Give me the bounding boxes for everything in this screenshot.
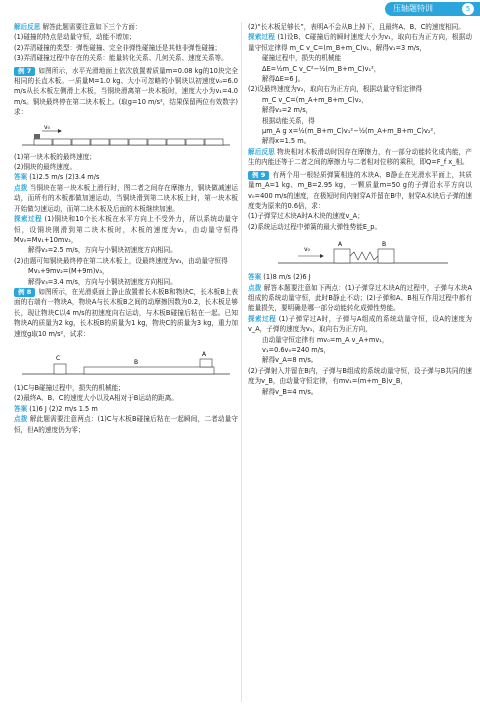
block-A bbox=[334, 249, 350, 263]
label-C: C bbox=[56, 354, 61, 362]
paragraph-text: 解得v₂=2.5 m/s，方向与小铜块初速度方向相同。 bbox=[28, 246, 177, 255]
board bbox=[205, 139, 223, 145]
paragraph bbox=[248, 32, 472, 53]
paragraph bbox=[14, 152, 238, 162]
bullet-head bbox=[320, 254, 324, 258]
paragraph bbox=[14, 277, 238, 287]
keyword: 解后反思 bbox=[248, 147, 275, 156]
paragraph-text: 解得x=1.5 m。 bbox=[262, 137, 311, 146]
block-B bbox=[378, 249, 394, 263]
keyword: 答案 bbox=[14, 404, 28, 413]
paragraph-text: (1)第一块木板的最终速度； bbox=[14, 152, 96, 161]
paragraph bbox=[248, 64, 472, 74]
paragraph-text: (1)子弹穿过A时，子弹与A组成的系统动量守恒，设A的速度为v_A，子弹的速度为v₁，取向右为正方向， bbox=[248, 314, 473, 334]
paragraph-text: (2)由题可知铜块最终停在第二块木板上，设最终速度为v₃，由动量守恒得 bbox=[14, 256, 228, 265]
board bbox=[34, 139, 52, 145]
paragraph bbox=[248, 22, 472, 32]
paragraph-text: 由动量守恒定律有 mv₀=m_A v_A+mv₁， bbox=[262, 335, 389, 344]
paragraph-text: (1)设B、C碰撞后的瞬时速度大小为v₁，取向右为正方向，根据动量守恒定律得 m_C v_C=(m_B+m_C)v₁，解得v₁=3 m/s， bbox=[248, 33, 472, 52]
paragraph-text: ΔE=½m_C v_C²−½(m_B+m_C)v₁²， bbox=[262, 64, 381, 73]
paragraph-text: m_C v_C=(m_A+m_B+m_C)v₂， bbox=[262, 95, 368, 104]
keyword: 点拨 bbox=[14, 415, 28, 424]
paragraph bbox=[248, 366, 472, 387]
paragraph-text: 碰撞过程中，损失的机械能 bbox=[262, 54, 342, 63]
paragraph-text: (1)铜块和10个长木板在水平方向上不受外力，所以系统动量守恒，设铜块刚滑到第二块木板时，木板的速度为v₂，由动量守恒得 Mv₀=Mv₁+10mv₂， bbox=[14, 215, 238, 244]
paragraph bbox=[248, 84, 472, 94]
paragraph-text: (2)“长木板足够长”，表明A不会从B上掉下，且最终A、B、C的速度相同。 bbox=[248, 23, 465, 31]
paragraph-text: v₁=0.6v₀=240 m/s， bbox=[262, 345, 330, 354]
left-column bbox=[14, 22, 238, 435]
paragraph bbox=[14, 43, 238, 53]
label-2: v₀ bbox=[304, 246, 310, 254]
keyword: 点拨 bbox=[14, 183, 28, 192]
board bbox=[186, 139, 204, 145]
paragraph-text: 解得v₂=2 m/s， bbox=[262, 106, 313, 115]
figure-boards-diagram bbox=[14, 121, 238, 149]
keyword: 答案 bbox=[248, 273, 262, 282]
paragraph bbox=[14, 393, 238, 403]
figure-cba-diagram bbox=[14, 342, 238, 380]
label-0: A bbox=[338, 241, 343, 249]
board bbox=[110, 139, 128, 145]
board bbox=[53, 139, 71, 145]
paragraph-text: 解得v₃=3.4 m/s，方向与小铜块初速度方向相同。 bbox=[28, 277, 177, 286]
paragraph bbox=[248, 147, 472, 168]
page-number: 5 bbox=[462, 3, 474, 15]
paragraph-text: 物块相对木板滑动时因存在摩擦力，有一部分动能转化成内能，产生的内能还等于二者之间的摩擦力与二者相对位移的乘积，即Q=F_f x_相。 bbox=[248, 147, 472, 167]
board bbox=[148, 139, 166, 145]
paragraph bbox=[248, 74, 472, 84]
paragraph-text: (2)系统运动过程中弹簧的最大弹性势能E_p。 bbox=[248, 222, 382, 231]
paragraph-text: 解答此题需要注意如下三个方面： bbox=[40, 23, 142, 31]
paragraph bbox=[14, 162, 238, 172]
paragraph bbox=[14, 414, 238, 435]
label-v0: v₀ bbox=[44, 123, 50, 131]
paragraph bbox=[248, 335, 472, 345]
keyword: 答案 bbox=[14, 173, 28, 182]
paragraph-text: (1)2.5 m/s (2)3.4 m/s bbox=[27, 173, 100, 182]
example-tag: 例 7 bbox=[14, 67, 35, 76]
keyword: 探索过程 bbox=[14, 215, 43, 224]
right-column bbox=[248, 22, 472, 397]
paragraph-text: 解得v_B=4 m/s。 bbox=[262, 387, 318, 396]
paragraph-text: μm_A g x=½(m_B+m_C)v₁²−½(m_A+m_B+m_C)v₂²， bbox=[262, 127, 440, 136]
paragraph bbox=[14, 172, 238, 182]
paragraph bbox=[14, 183, 238, 214]
paragraph bbox=[248, 136, 472, 146]
label-A: A bbox=[202, 350, 207, 358]
paragraph bbox=[14, 66, 238, 118]
paragraph bbox=[248, 116, 472, 126]
label-1: B bbox=[382, 241, 387, 249]
paragraph bbox=[14, 245, 238, 255]
paragraph-text: (1)8 m/s (2)6 J bbox=[261, 273, 311, 282]
paragraph-text: 解答本题要注意如下两点：(1)子弹穿过木块A的过程中，子弹与木块A组成的系统动量守恒，此时B静止不动；(2)子弹和A、B相互作用过程中都有能量损失，要明确是哪一部分动能转化成弹性势能。 bbox=[248, 283, 473, 313]
paragraph-text: (2)设最终速度为v₂，取向右为正方向，根据动量守恒定律得 bbox=[248, 85, 423, 94]
paragraph bbox=[248, 272, 472, 282]
paragraph-text: 如图所示，水平光滑地面上依次放置着质量m=0.08 kg的10块完全相同的长直木板。一质量M=1.0 kg、大小可忽略的小铜块以初速度v₀=6.0 m/s从长木板左侧滑上木板，当铜块滑离第一块木板时，速度大小为v₁=4.0 m/s。铜块最终停在第二块木板上。(取g=10 m/s²，结果保留两位有效数字)求： bbox=[14, 66, 238, 117]
board bbox=[129, 139, 147, 145]
example-tag: 例 8 bbox=[14, 288, 35, 297]
paragraph bbox=[248, 345, 472, 355]
example-tag: 例 9 bbox=[248, 171, 269, 180]
spring bbox=[350, 252, 378, 260]
paragraph bbox=[14, 32, 238, 42]
keyword: 探索过程 bbox=[248, 314, 277, 323]
paragraph bbox=[248, 95, 472, 105]
page-header bbox=[0, 0, 480, 18]
keyword: 点拨 bbox=[248, 283, 262, 292]
paragraph bbox=[14, 22, 238, 32]
paragraph bbox=[14, 266, 238, 276]
paragraph-text: (1)碰撞的特点是动量守恒，动能不增加； bbox=[14, 33, 136, 42]
paragraph bbox=[248, 170, 472, 212]
paragraph-text: 解得ΔE=6 J。 bbox=[262, 75, 305, 84]
paragraph-text: (2)铜块的最终速度。 bbox=[14, 163, 77, 172]
paragraph-text: 解得v_A=8 m/s。 bbox=[262, 356, 318, 365]
keyword: 探索过程 bbox=[248, 33, 276, 42]
paragraph-text: (1)6 J (2)2 m/s 1.5 m bbox=[27, 404, 98, 413]
keyword: 解后反思 bbox=[14, 23, 41, 31]
column-divider bbox=[241, 22, 242, 702]
label-B: B bbox=[134, 358, 139, 366]
figure-spring-diagram bbox=[248, 235, 472, 269]
paragraph-text: Mv₁+9mv₂=(M+9m)v₃， bbox=[28, 267, 109, 276]
paragraph-text: (1)子弹穿过木块A时A木块的速度v_A； bbox=[248, 212, 364, 221]
paragraph bbox=[248, 222, 472, 232]
paragraph-text: (3)弄清碰撞过程中存在的关系：能量转化关系、几何关系、速度关系等。 bbox=[14, 54, 228, 63]
paragraph bbox=[14, 383, 238, 393]
header-title: 压轴题特训 bbox=[393, 4, 433, 13]
arrow-head bbox=[58, 129, 62, 133]
board bbox=[72, 139, 90, 145]
block-C bbox=[54, 364, 66, 374]
paragraph bbox=[14, 256, 238, 266]
paragraph bbox=[248, 355, 472, 365]
figure bbox=[248, 235, 472, 269]
paragraph bbox=[14, 214, 238, 245]
paragraph bbox=[248, 53, 472, 63]
paragraph bbox=[248, 105, 472, 115]
paragraph-text: (1)C与B碰撞过程中，损失的机械能； bbox=[14, 383, 125, 392]
paragraph-text: 如图所示，在光滑桌面上静止放置着长木板B和物块C，长木板B上表面的右端有一物块A，物块A与长木板B之间的动摩擦因数为0.2，长木板足够长，现让物块C以4 m/s的初速度向右运动，与木板B碰撞后粘在一起。已知物块A的质量为2 kg，长木板B的质量为1 kg，物块C的质量为3 kg，重力加速度g取10 m/s²，试求： bbox=[14, 287, 238, 338]
figure bbox=[14, 342, 238, 380]
block-A bbox=[200, 359, 212, 367]
board bbox=[91, 139, 109, 145]
paragraph-text: 根据动能关系，得 bbox=[262, 116, 315, 125]
paragraph-text: (2)最终A、B、C的速度大小以及A相对于B运动的距离。 bbox=[14, 394, 178, 403]
paragraph bbox=[14, 287, 238, 339]
paragraph bbox=[248, 283, 472, 314]
paragraph-text: 解此题需要注意两点：(1)C与木板B碰撞后粘在一起瞬间，二者动量守恒，但A的速度仍为零； bbox=[14, 415, 239, 434]
paragraph-text: (2)子弹射入并留在B内，子弹与B组成的系统动量守恒，设子弹与B共同的速度为v_B，由动量守恒定律，有mv₁=(m+m_B)v_B， bbox=[248, 366, 472, 386]
paragraph bbox=[14, 53, 238, 63]
paragraph-text: (2)弄清碰撞的类型：弹性碰撞、完全非弹性碰撞还是其他非弹性碰撞； bbox=[14, 43, 222, 52]
paragraph bbox=[248, 387, 472, 397]
paragraph-text: 有两个用一根轻质弹簧相连的木块A、B静止在光滑水平面上，其质量m_A=1 kg、m_B=2.95 kg，一颗质量m=50 g的子弹沿水平方向以v₀=400 m/s的速度，在极短时间内射穿A并留在B中，射穿A木块后子弹的速度变为原来的0.6倍，求： bbox=[248, 170, 472, 210]
paragraph bbox=[248, 211, 472, 221]
board bbox=[167, 139, 185, 145]
figure bbox=[14, 121, 238, 149]
board-B bbox=[84, 367, 214, 374]
paragraph bbox=[248, 126, 472, 136]
paragraph bbox=[14, 404, 238, 414]
paragraph bbox=[248, 314, 472, 335]
paragraph-text: 当铜块在第一块木板上滑行时，图二者之间存在摩擦力，铜块做减速运动，而所有的木板都做加速运动，当铜块滑到第二块木板上时，第一块木板开始做匀速运动，而第二块木板及后面的木板继续加速。 bbox=[14, 183, 238, 213]
copper-block bbox=[34, 134, 40, 139]
